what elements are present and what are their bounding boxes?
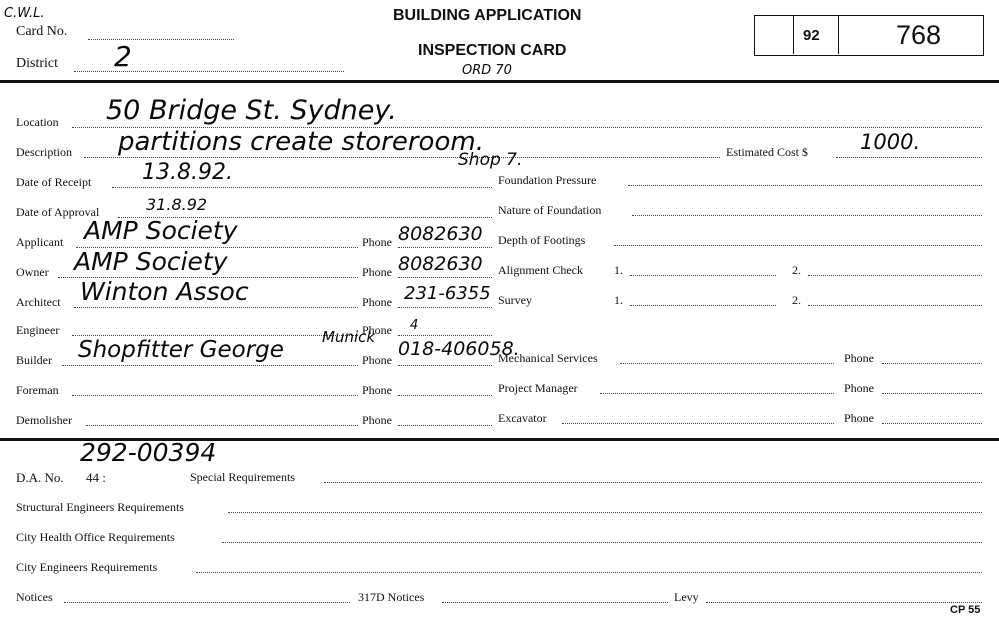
form-title-line2: INSPECTION CARD bbox=[418, 42, 567, 59]
top-divider bbox=[0, 80, 999, 83]
reference-box-divider-2 bbox=[838, 15, 839, 54]
card-no-field[interactable] bbox=[88, 39, 234, 40]
alignment-check-2-field[interactable] bbox=[808, 275, 982, 276]
alignment-check-label: Alignment Check bbox=[498, 263, 583, 277]
health-requirements-field[interactable] bbox=[222, 542, 982, 543]
reference-small-number: 92 bbox=[803, 27, 820, 44]
levy-field[interactable] bbox=[706, 602, 982, 603]
builder-field[interactable] bbox=[62, 365, 358, 366]
architect-phone-field[interactable] bbox=[398, 307, 492, 308]
alignment-check-1-label: 1. bbox=[614, 263, 623, 277]
project-manager-label: Project Manager bbox=[498, 381, 578, 395]
notices-label: Notices bbox=[16, 590, 53, 604]
owner-label: Owner bbox=[16, 265, 49, 279]
owner-phone-value: 8082630 bbox=[398, 253, 483, 275]
nature-foundation-field[interactable] bbox=[632, 215, 982, 216]
special-requirements-field[interactable] bbox=[324, 482, 982, 483]
foreman-phone-field[interactable] bbox=[398, 395, 492, 396]
survey-2-label: 2. bbox=[792, 293, 801, 307]
demolisher-phone-label: Phone bbox=[362, 413, 392, 427]
mechanical-phone-label: Phone bbox=[844, 351, 874, 365]
depth-footings-field[interactable] bbox=[614, 245, 982, 246]
form-title-line1: BUILDING APPLICATION bbox=[393, 7, 582, 24]
excavator-phone-label: Phone bbox=[844, 411, 874, 425]
date-receipt-value: 13.8.92. bbox=[142, 160, 233, 185]
structural-requirements-field[interactable] bbox=[228, 512, 982, 513]
location-value: 50 Bridge St. Sydney. bbox=[106, 95, 397, 126]
levy-label: Levy bbox=[674, 590, 699, 604]
engineer-phone-field[interactable] bbox=[398, 335, 492, 336]
alignment-check-1-field[interactable] bbox=[630, 275, 776, 276]
foreman-phone-label: Phone bbox=[362, 383, 392, 397]
district-value: 2 bbox=[114, 40, 132, 73]
depth-footings-label: Depth of Footings bbox=[498, 233, 586, 247]
da-handwritten-number: 292-00394 bbox=[80, 438, 217, 467]
builder-phone-value: 018-406058. bbox=[398, 338, 520, 360]
reference-box bbox=[754, 15, 984, 56]
reference-box-divider-1 bbox=[793, 15, 794, 54]
alignment-check-2-label: 2. bbox=[792, 263, 801, 277]
location-label: Location bbox=[16, 115, 59, 129]
applicant-phone-label: Phone bbox=[362, 235, 392, 249]
description-field[interactable] bbox=[84, 157, 720, 158]
survey-2-field[interactable] bbox=[808, 305, 982, 306]
architect-value: Winton Assoc bbox=[80, 277, 249, 306]
builder-phone-field[interactable] bbox=[398, 365, 492, 366]
cwl-note: C.W.L. bbox=[4, 6, 45, 21]
city-engineers-label: City Engineers Requirements bbox=[16, 560, 158, 574]
excavator-phone-field[interactable] bbox=[882, 423, 982, 424]
description-note: Shop 7. bbox=[458, 150, 523, 170]
architect-field[interactable] bbox=[74, 307, 358, 308]
estimated-cost-value: 1000. bbox=[860, 130, 921, 154]
excavator-field[interactable] bbox=[562, 423, 834, 424]
demolisher-phone-field[interactable] bbox=[398, 425, 492, 426]
demolisher-field[interactable] bbox=[86, 425, 358, 426]
survey-label: Survey bbox=[498, 293, 532, 307]
estimated-cost-label: Estimated Cost $ bbox=[726, 145, 808, 159]
applicant-label: Applicant bbox=[16, 235, 64, 249]
owner-value: AMP Society bbox=[74, 247, 228, 276]
reference-card-number: 768 bbox=[896, 20, 942, 50]
survey-1-label: 1. bbox=[614, 293, 623, 307]
project-manager-phone-field[interactable] bbox=[882, 393, 982, 394]
owner-phone-label: Phone bbox=[362, 265, 392, 279]
engineer-phone-label: Phone bbox=[362, 323, 392, 337]
date-approval-value: 31.8.92 bbox=[146, 195, 208, 214]
district-label: District bbox=[16, 56, 58, 71]
builder-note: Munick bbox=[322, 328, 376, 346]
project-manager-phone-label: Phone bbox=[844, 381, 874, 395]
da-prefix: 44 : bbox=[86, 470, 106, 485]
builder-value: Shopfitter George bbox=[78, 337, 284, 363]
mechanical-services-label: Mechanical Services bbox=[498, 351, 598, 365]
description-label: Description bbox=[16, 145, 72, 159]
architect-phone-label: Phone bbox=[362, 295, 392, 309]
form-code: CP 55 bbox=[950, 604, 981, 616]
notices-field[interactable] bbox=[64, 602, 350, 603]
excavator-label: Excavator bbox=[498, 411, 547, 425]
engineer-field[interactable] bbox=[72, 335, 358, 336]
foundation-pressure-field[interactable] bbox=[628, 185, 982, 186]
notices-317d-label: 317D Notices bbox=[358, 590, 425, 604]
card-no-label: Card No. bbox=[16, 24, 68, 39]
builder-phone-label: Phone bbox=[362, 353, 392, 367]
survey-1-field[interactable] bbox=[630, 305, 776, 306]
special-requirements-label: Special Requirements bbox=[190, 470, 295, 484]
foundation-pressure-label: Foundation Pressure bbox=[498, 173, 597, 187]
owner-phone-field[interactable] bbox=[398, 277, 492, 278]
builder-label: Builder bbox=[16, 353, 52, 367]
foreman-label: Foreman bbox=[16, 383, 59, 397]
city-engineers-field[interactable] bbox=[196, 572, 982, 573]
demolisher-label: Demolisher bbox=[16, 413, 72, 427]
ord-note: ORD 70 bbox=[462, 63, 512, 78]
description-value: partitions create storeroom. bbox=[118, 127, 484, 157]
date-approval-label: Date of Approval bbox=[16, 205, 100, 219]
architect-label: Architect bbox=[16, 295, 61, 309]
applicant-phone-value: 8082630 bbox=[398, 223, 483, 245]
project-manager-field[interactable] bbox=[600, 393, 834, 394]
mechanical-services-field[interactable] bbox=[620, 363, 834, 364]
date-receipt-field[interactable] bbox=[112, 187, 492, 188]
structural-requirements-label: Structural Engineers Requirements bbox=[16, 500, 184, 514]
foreman-field[interactable] bbox=[72, 395, 358, 396]
engineer-phone-value: 4 bbox=[410, 318, 419, 333]
nature-foundation-label: Nature of Foundation bbox=[498, 203, 602, 217]
estimated-cost-field[interactable] bbox=[836, 157, 982, 158]
da-label: D.A. No. bbox=[16, 470, 64, 485]
health-requirements-label: City Health Office Requirements bbox=[16, 530, 175, 544]
applicant-phone-field[interactable] bbox=[398, 247, 492, 248]
mechanical-phone-field[interactable] bbox=[882, 363, 982, 364]
notices-317d-field[interactable] bbox=[442, 602, 668, 603]
date-receipt-label: Date of Receipt bbox=[16, 175, 92, 189]
architect-phone-value: 231-6355 bbox=[404, 283, 491, 304]
engineer-label: Engineer bbox=[16, 323, 60, 337]
applicant-value: AMP Society bbox=[84, 216, 238, 245]
